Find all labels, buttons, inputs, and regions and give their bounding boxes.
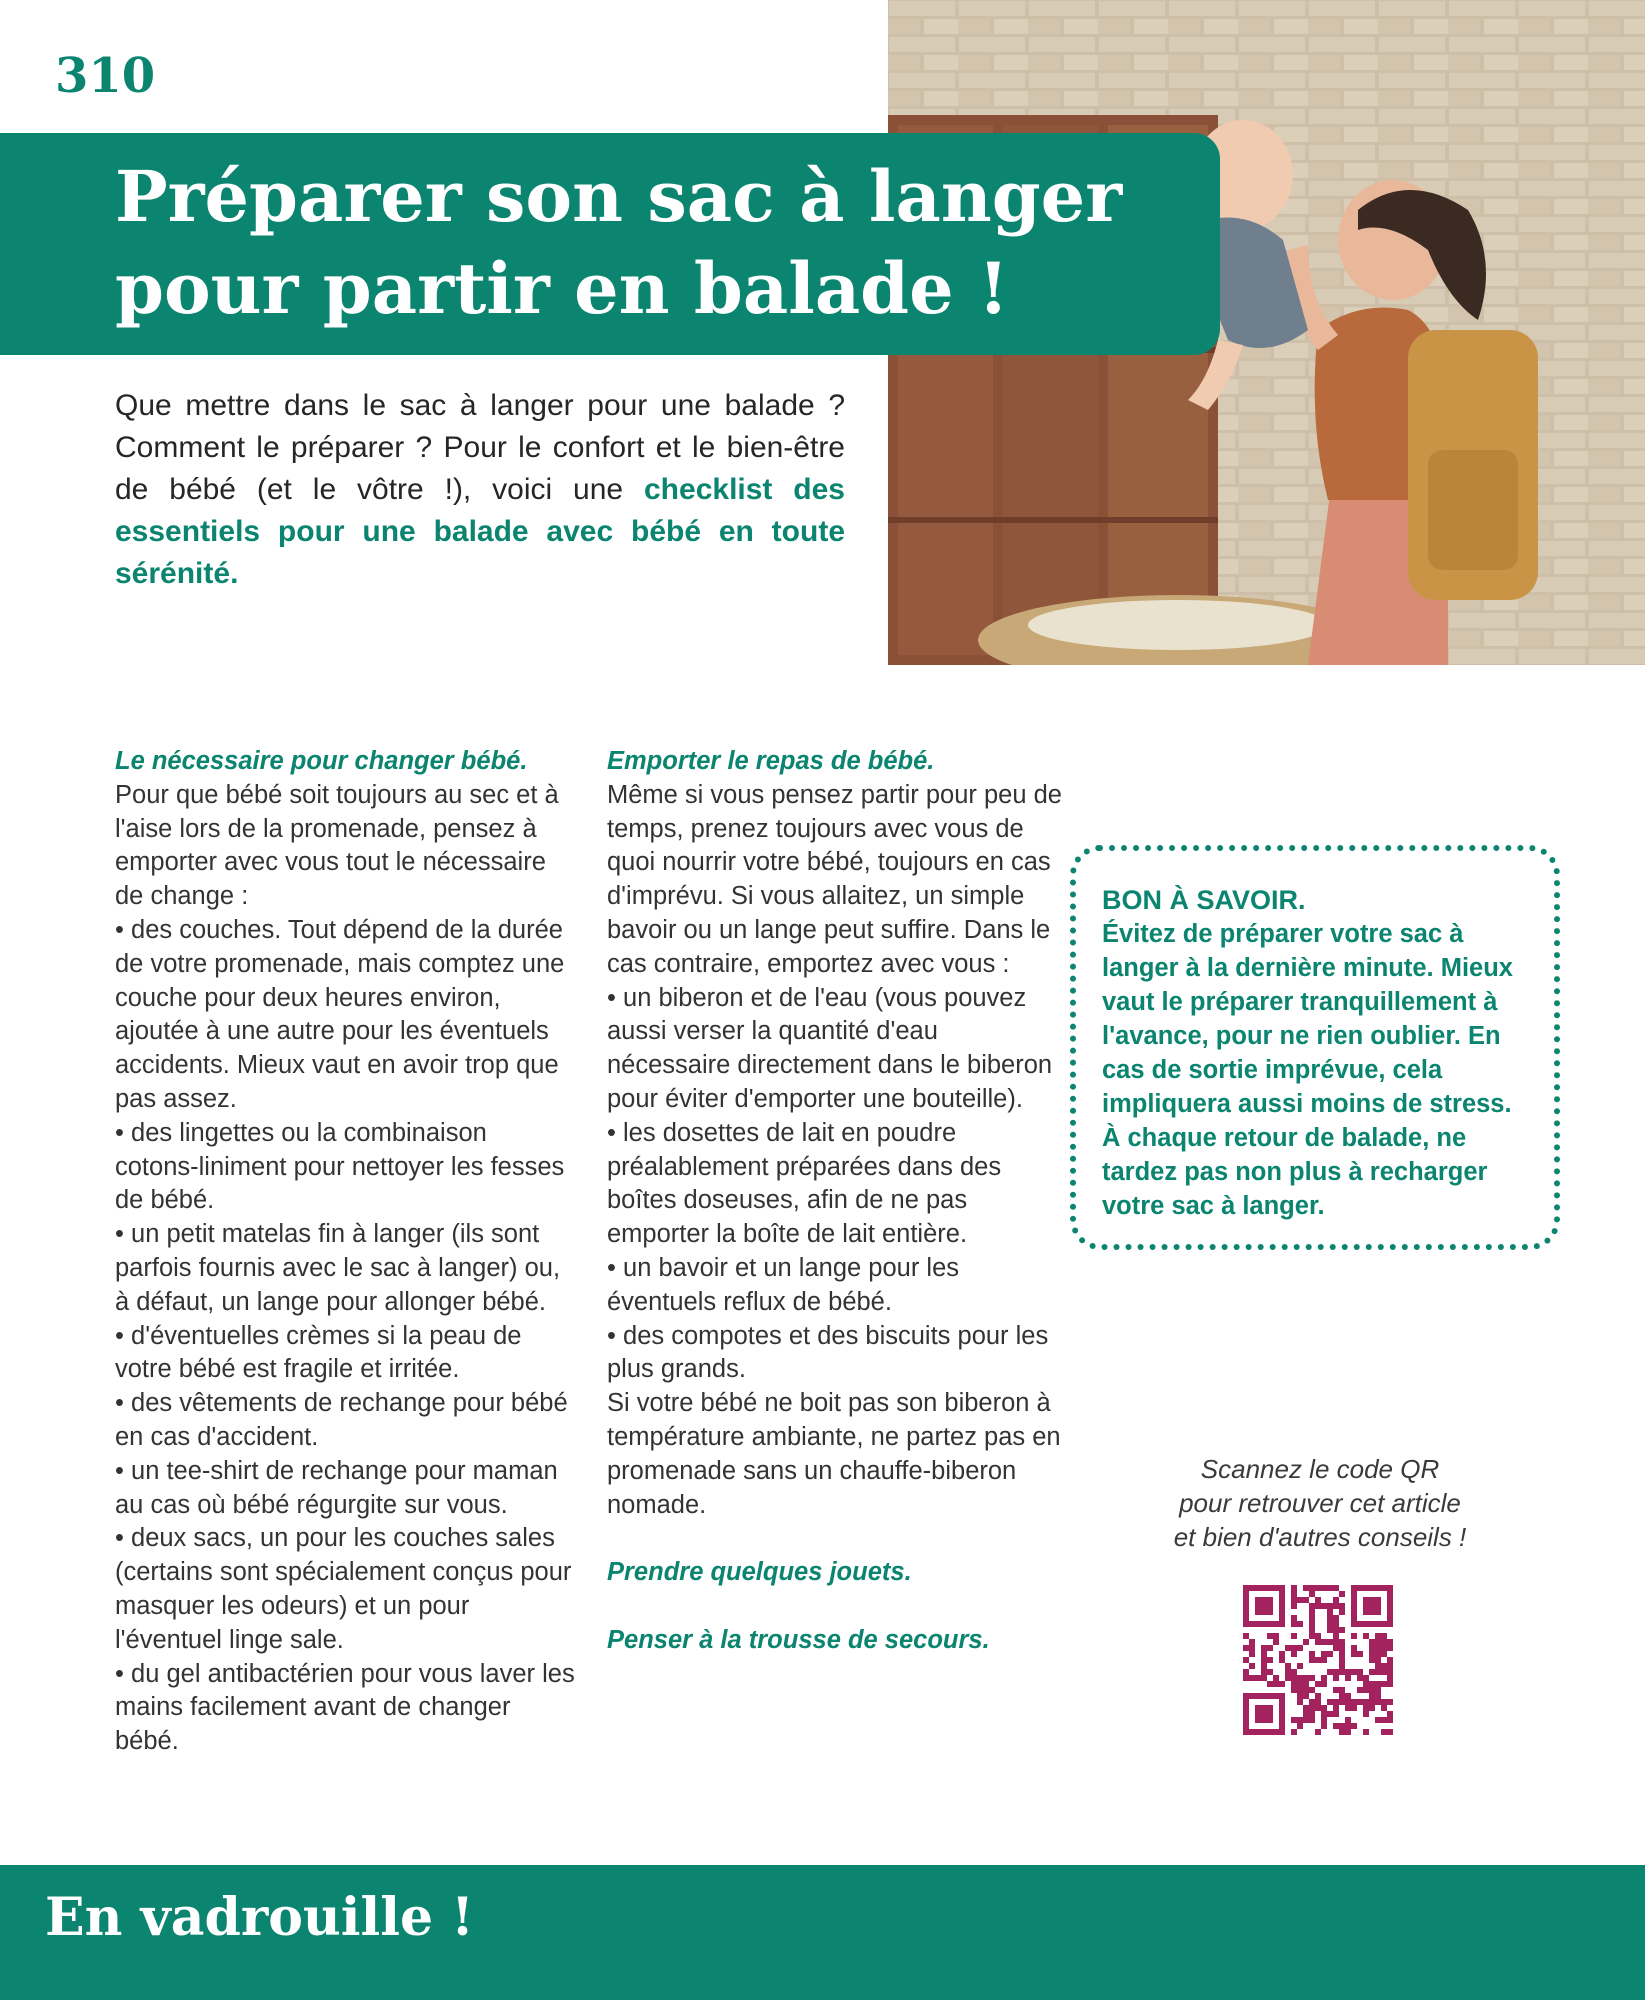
meal-paragraph: Si votre bébé ne boit pas son biberon à température ambiante, ne partez pas en promenade sans un chauffe-biberon nomade. [607, 1389, 1061, 1519]
changing-item: • un petit matelas fin à langer (ils sont parfois fournis avec le sac à langer) ou, à défaut, un lange pour allonger bébé. [115, 1220, 561, 1316]
meal-item: • les dosettes de lait en poudre préalablement préparées dans des boîtes doseuses, afin de ne pas emporter la boîte de lait entière. [607, 1118, 1002, 1249]
changing-item: • d'éventuelles crèmes si la peau de votre bébé est fragile et irritée. [115, 1321, 522, 1384]
meal-heading: Emporter le repas de bébé. [607, 747, 935, 775]
page-title-line-2: pour partir en balade ! [115, 247, 1009, 330]
good-to-know-text: Évitez de préparer votre sac à langer à la dernière minute. Mieux vaut le préparer tranquillement à l'avance, pour ne rien oublier. En cas de sortie imprévue, cela impliquera aussi moins de stress. À chaque retour de balade, ne tardez pas non plus à recharger votre sac à langer. [1102, 920, 1513, 1220]
changing-item: • des vêtements de rechange pour bébé en cas d'accident. [115, 1389, 568, 1451]
changing-paragraph: Pour que bébé soit toujours au sec et à l'aise lors de la promenade, pensez à emporter avec vous tout le nécessaire de change : [115, 780, 559, 911]
spacer [607, 1522, 1062, 1556]
page-number: 310 [55, 48, 156, 104]
intro-highlight: checklist des essentiels pour une balade avec bébé en toute sérénité. [115, 473, 845, 590]
changing-item: • des couches. Tout dépend de la durée de votre promenade, mais comptez une couche pour deux heures environ, ajoutée à une autre pour les éventuels accidents. Mieux vaut en avoir trop que pas assez. [115, 915, 565, 1113]
meal-item: • un biberon et de l'eau (vous pouvez aussi verser la quantité d'eau nécessaire directement dans le biberon pour éviter d'emporter une bouteille). [607, 983, 1053, 1113]
qr-caption-line: Scannez le code QR [1200, 1454, 1440, 1484]
changing-column [115, 745, 575, 1759]
toys-heading: Prendre quelques jouets. [607, 1558, 912, 1587]
page-title [115, 151, 1122, 335]
meal-item: • des compotes et des biscuits pour les plus grands. [607, 1321, 1049, 1384]
intro-text: Que mettre dans le sac à langer pour une balade ? Comment le préparer ? Pour le confort et le bien-être de bébé (et le vôtre !), voici une [115, 389, 845, 506]
meal-paragraph: Même si vous pensez partir pour peu de temps, prenez toujours avec vous de quoi nourrir votre bébé, toujours en cas d'imprévu. Si vous allaitez, un simple bavoir ou un lange peut suffire. Dans le cas contraire, emportez avec vous : [607, 780, 1062, 978]
spacer [607, 1590, 1062, 1624]
qr-caption-line: et bien d'autres conseils ! [1173, 1522, 1467, 1552]
changing-item: • un tee-shirt de rechange pour maman au cas où bébé régurgite sur vous. [115, 1456, 558, 1519]
changing-item: • du gel antibactérien pour vous laver les mains facilement avant de changer bébé. [115, 1659, 575, 1756]
title-band [0, 133, 1220, 355]
first-aid-heading: Penser à la trousse de secours. [607, 1625, 990, 1654]
good-to-know-title: BON À SAVOIR. [1102, 885, 1306, 915]
meal-item: • un bavoir et un lange pour les éventuels reflux de bébé. [607, 1253, 959, 1316]
section-footer [0, 1865, 1645, 2000]
changing-item: • des lingettes ou la combinaison cotons-liniment pour nettoyer les fesses de bébé. [115, 1118, 565, 1215]
qr-code-icon[interactable] [1243, 1585, 1393, 1735]
qr-caption-line: pour retrouver cet article [1179, 1488, 1461, 1518]
meal-column [607, 745, 1062, 1658]
qr-caption [1120, 1452, 1520, 1554]
changing-item: • deux sacs, un pour les couches sales (certains sont spécialement conçus pour masquer les odeurs) et un pour l'éventuel linge sale. [115, 1524, 572, 1654]
intro-paragraph [115, 385, 845, 595]
page-title-line-1: Préparer son sac à langer [115, 155, 1123, 238]
good-to-know-box [1070, 845, 1560, 1250]
section-name: En vadrouille ! [45, 1887, 474, 1948]
changing-heading: Le nécessaire pour changer bébé. [115, 747, 528, 775]
